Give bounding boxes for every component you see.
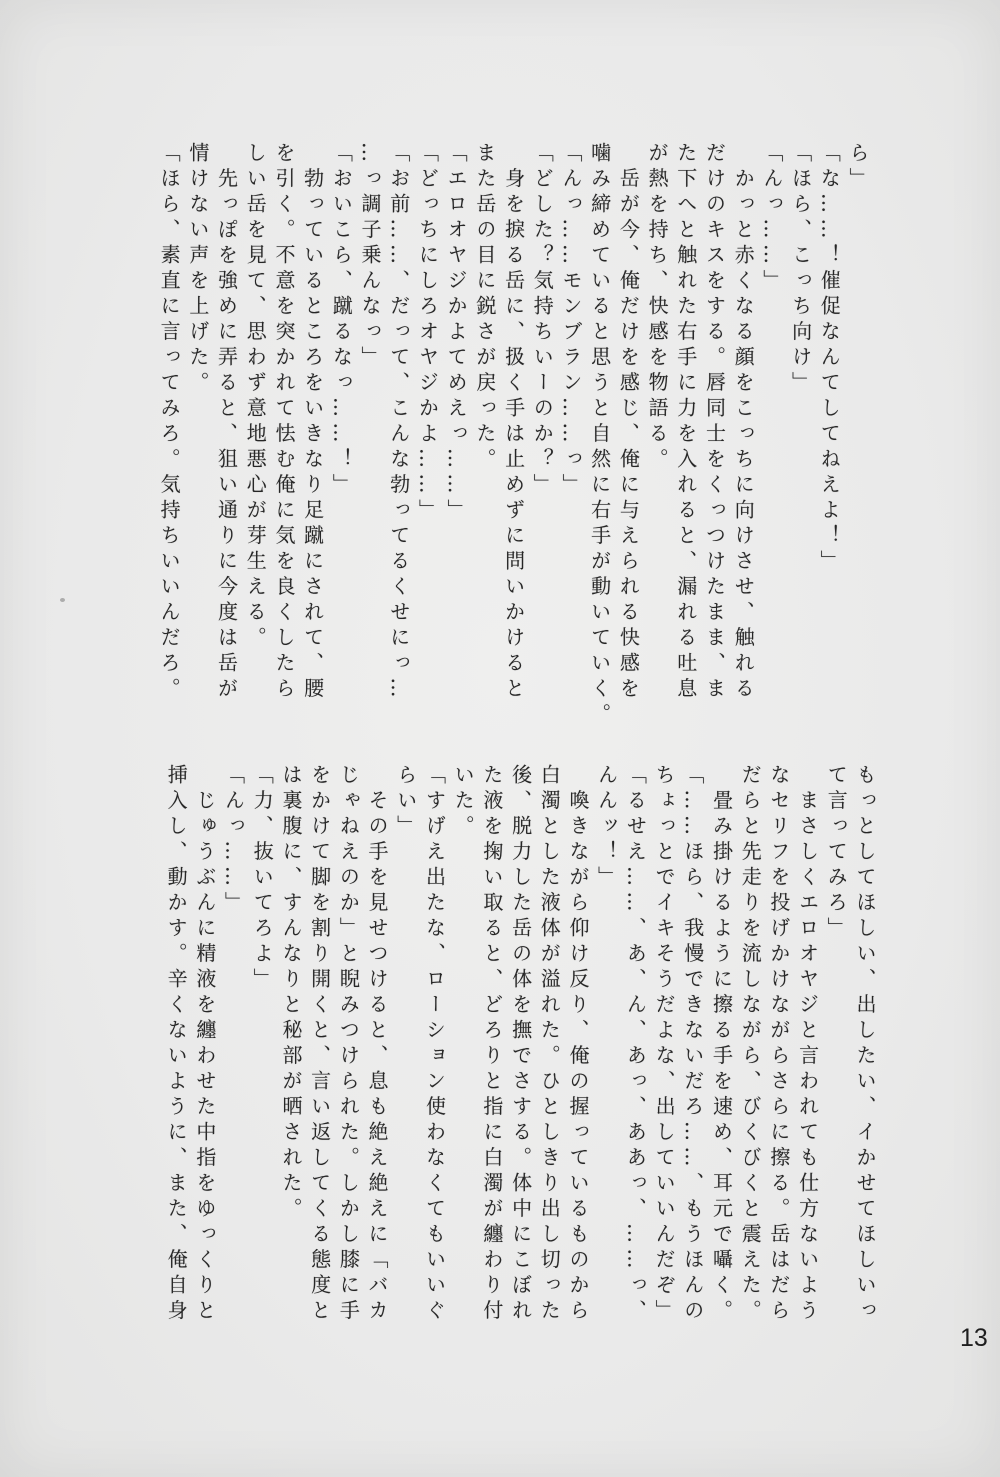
text-column: をかけて脚を割り開くと、言い返してくる態度と [307, 764, 332, 1325]
text-column: まさしくエロオヤジと言われても仕方ないよう [795, 764, 820, 1325]
text-column: 「どっちにしろオヤジかよ……」 [415, 142, 440, 525]
text-column: 「るせえ……、あ、ん、あっ、ああっ、……っ、 [623, 764, 648, 1325]
text-column: また岳の目に鋭さが戻った。 [472, 142, 497, 474]
text-column: かっと赤くなる顔をこっちに向けさせ、触れる [731, 142, 756, 703]
text-column: ちょっとでイキそうだよな、出していいんだぞ」 [652, 764, 677, 1325]
text-column: 「んっ……モンブラン……っ」 [558, 142, 583, 499]
text-column: 「んっ……」 [759, 142, 784, 295]
text-column: だけのキスをする。唇同士をくっつけたまま、ま [702, 142, 727, 703]
text-column: 先っぽを強めに弄ると、狙い通りに今度は岳が [214, 142, 239, 703]
text-column: じゃねえのか」と睨みつけられた。しかし膝に手 [336, 764, 361, 1325]
text-column: ら」 [846, 142, 870, 193]
text-column: だらと先走りを流しながら、びくびくと震えた。 [738, 764, 763, 1325]
text-column: 「力、抜いてろよ」 [250, 764, 275, 994]
text-column: 挿入し、動かす。辛くないように、また、俺自身 [164, 764, 189, 1325]
text-column: なセリフを投げかけながらさらに擦る。岳はだら [766, 764, 791, 1325]
text-column: 畳み掛けるように擦る手を速め、耳元で囁く。 [709, 764, 734, 1325]
text-column: が熱を持ち、快感を物語る。 [645, 142, 670, 474]
text-column: 「ほら、素直に言ってみろ。気持ちいいんだろ。 [157, 142, 182, 703]
text-column: て言ってみろ」 [824, 764, 849, 943]
page-number: 13 [960, 1324, 988, 1352]
text-column: 「すげえ出たな、ローション使わなくてもいいぐ [422, 764, 447, 1325]
text-column: 「んっ……」 [221, 764, 246, 917]
text-column: いた。 [451, 764, 476, 841]
text-column: 白濁とした液体が溢れた。ひとしきり出し切った [537, 764, 562, 1325]
text-column: 後、脱力した岳の体を撫でさする。体中にこぼれ [508, 764, 533, 1325]
text-column: 「ほら、こっち向け」 [788, 142, 813, 397]
text-column: 「どした？気持ちいーのか？」 [530, 142, 555, 499]
text-block-top [154, 142, 872, 742]
text-column: 勃っているところをいきなり足蹴にされて、腰 [300, 142, 325, 703]
text-column: 噛み締めていると思うと自然に右手が動いていく。 [587, 142, 612, 729]
text-column: た下へと触れた右手に力を入れると、漏れる吐息 [673, 142, 698, 703]
text-column: 「な……！催促なんてしてねえよ！」 [817, 142, 842, 576]
text-column: た液を掬い取ると、どろりと指に白濁が纏わり付 [479, 764, 504, 1325]
text-column: 「……ほら、我慢できないだろ……、もうほんの [680, 764, 705, 1325]
scan-artifact-speck [60, 598, 65, 602]
text-column: しい岳を見て、思わず意地悪心が芽生える。 [243, 142, 268, 652]
text-column: 情けない声を上げた。 [185, 142, 210, 397]
text-column: 岳が今、俺だけを感じ、俺に与えられる快感を [616, 142, 641, 703]
text-column: じゅうぶんに精液を纏わせた中指をゆっくりと [192, 764, 217, 1325]
text-column: 喚きながら仰け反り、俺の握っているものから [565, 764, 590, 1325]
text-column: 身を捩る岳に、扱く手は止めずに問いかけると [501, 142, 526, 703]
text-column: 「おいこら、蹴るなっ……！」 [329, 142, 354, 499]
text-column: らい」 [393, 764, 418, 841]
text-column: 「エロオヤジかよてめえっ……」 [444, 142, 469, 525]
text-column: もっとしてほしい、出したい、イかせてほしいっ [853, 764, 877, 1325]
text-column: を引く。不意を突かれて怯む俺に気を良くしたら [271, 142, 296, 703]
text-block-bottom [161, 764, 879, 1354]
text-column: 「お前……、だって、こんな勃ってるくせにっ… [386, 142, 411, 703]
text-column: …っ調子乗んなっ」 [358, 142, 383, 372]
text-column: んんッ！」 [594, 764, 619, 892]
text-column: は裏腹に、すんなりと秘部が晒された。 [278, 764, 303, 1223]
text-column: その手を見せつけると、息も絶え絶えに「バカ [365, 764, 390, 1325]
